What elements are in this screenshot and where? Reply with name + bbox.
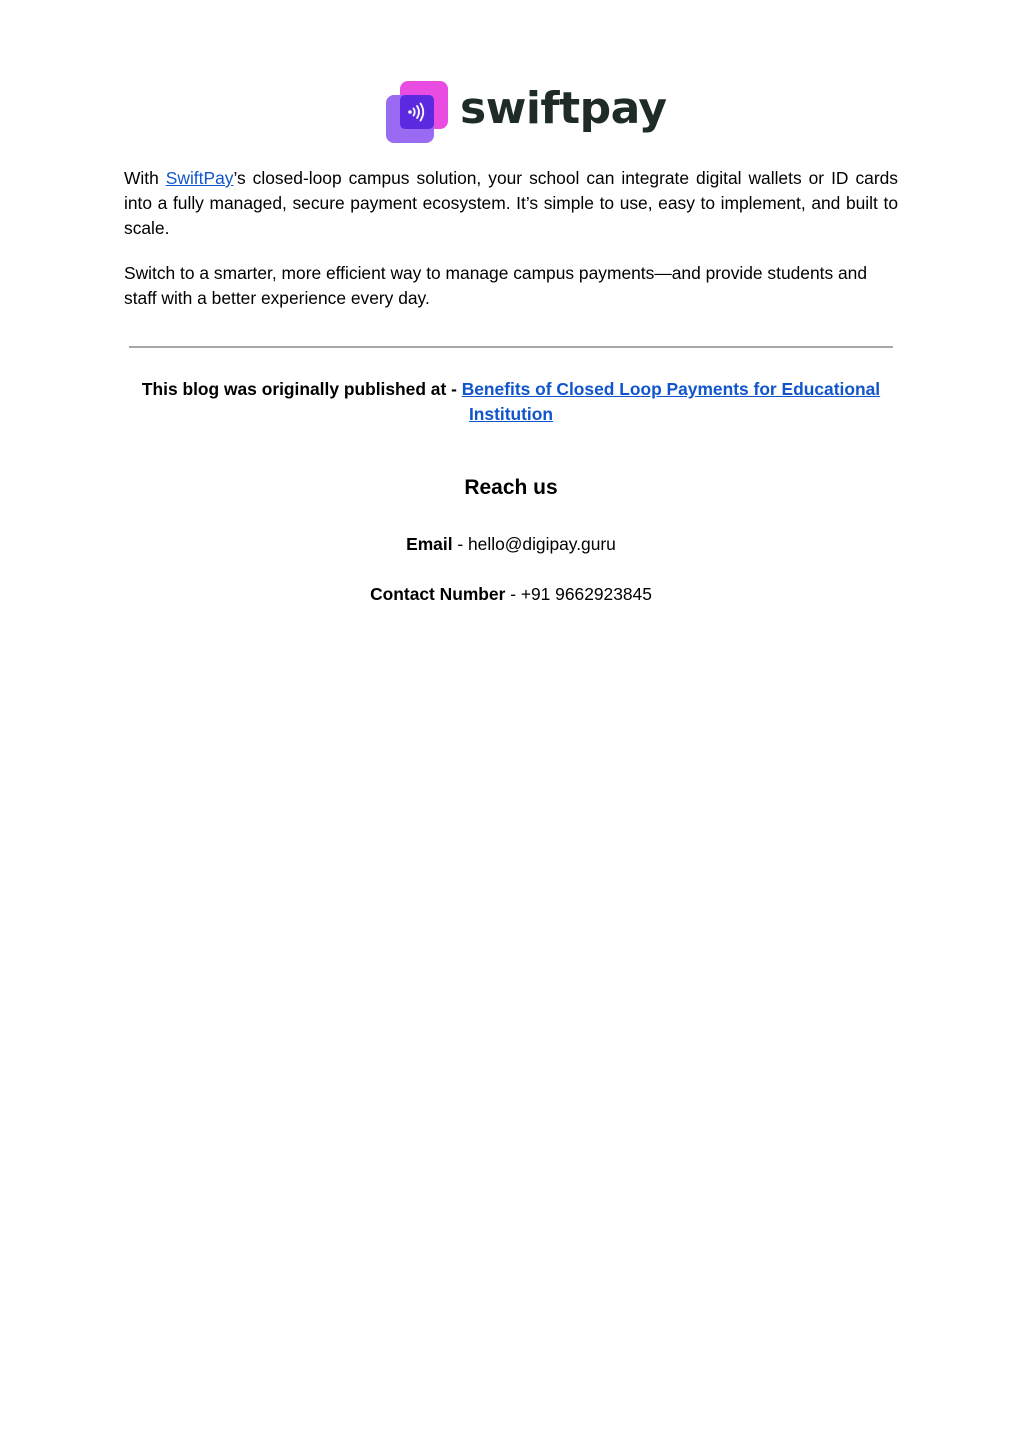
logo-wordmark: swiftpay: [460, 83, 667, 134]
phone-label: Contact Number: [370, 584, 506, 604]
swiftpay-link[interactable]: SwiftPay: [165, 168, 234, 188]
swiftpay-logo: [386, 80, 667, 144]
reach-us-heading: Reach us: [464, 476, 558, 499]
logo-mark: [386, 81, 448, 143]
published-note: This blog was originally published at - Benefits of Closed Loop Payments for Educational Institution: [141, 379, 881, 424]
original-blog-link[interactable]: Benefits of Closed Loop Payments for Educational Institution: [461, 379, 881, 424]
phone-value: +91 9662923845: [520, 584, 652, 604]
horizontal-divider: [129, 346, 893, 348]
contactless-icon: [400, 95, 434, 129]
phone-line: Contact Number - +91 9662923845: [370, 584, 652, 604]
email-value: hello@digipay.guru: [468, 534, 616, 554]
intro-paragraph: With SwiftPay’s closed-loop campus solution, your school can integrate digital wallets or ID cards into a fully managed, secure payment ecosystem. It’s simple to use, easy to implement, and built to scale.: [124, 168, 898, 238]
email-line: Email - hello@digipay.guru: [406, 534, 616, 554]
email-label: Email: [406, 534, 453, 554]
closing-paragraph: Switch to a smarter, more efficient way to manage campus payments—and provide students and staff with a better experience every day.: [124, 263, 868, 308]
